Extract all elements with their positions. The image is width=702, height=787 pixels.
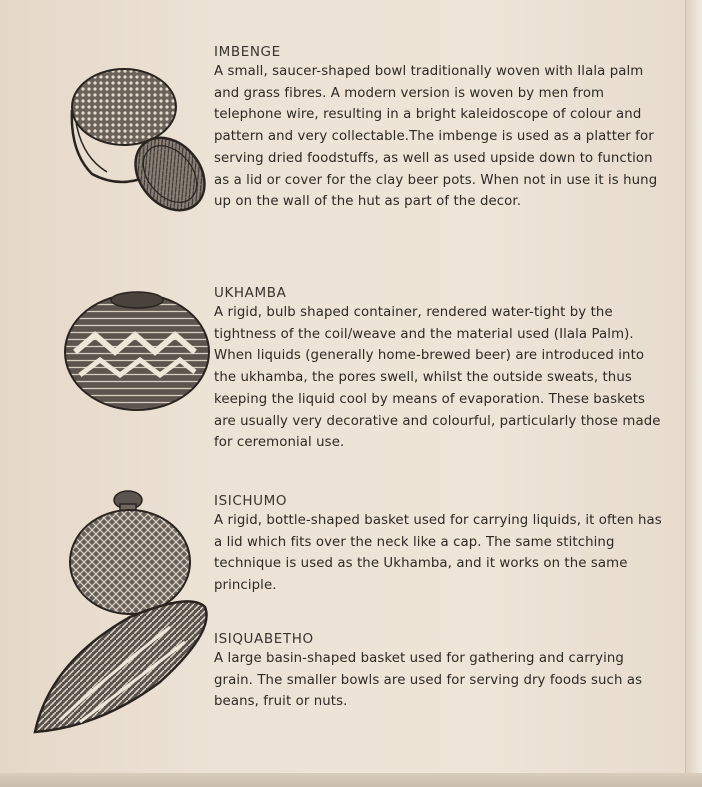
section-description: A small, saucer-shaped bowl traditionally woven with Ilala palm and grass fibres. A modern version is woven by men from telephone wire, resulting in a bright kaleidoscope of colour and pattern and very collectable.The imbenge is used as a platter for serving dried foodstuffs, as well as used upside down to function as a lid or cover for the clay beer pots. When not in use it is hung up on the wall of the hut as part of the decor. xyxy=(214,64,658,210)
section-title: UKHAMBA xyxy=(214,285,287,301)
imbenge-illustration xyxy=(62,62,212,222)
section-ukhamba xyxy=(214,284,664,454)
section-description: A large basin-shaped basket used for gathering and carrying grain. The smaller bowls are used for serving dry foods such as beans, fruit or nuts. xyxy=(214,651,643,710)
ukhamba-illustration xyxy=(55,280,215,420)
section-title: ISICHUMO xyxy=(214,493,288,509)
page-edge xyxy=(685,0,702,787)
section-description: A rigid, bottle-shaped basket used for carrying liquids, it often has a lid which fits over the neck like a cap. The same stitching technique is used as the Ukhamba, and it works on the same principle. xyxy=(214,513,662,594)
section-isiquabetho xyxy=(214,630,664,713)
section-title: ISIQUABETHO xyxy=(214,631,314,647)
section-description: A rigid, bulb shaped container, rendered water-tight by the tightness of the coil/weave and the material used (Ilala Palm). When liquids (generally home-brewed beer) are introduced into the ukhamba, the pores swell, whilst the outside sweats, thus keeping the liquid cool by means of evaporation. These baskets are usually very decorative and colourful, particularly those made for ceremonial use. xyxy=(214,305,661,451)
section-title: IMBENGE xyxy=(214,44,281,60)
section-imbenge xyxy=(214,43,664,213)
isiquabetho-illustration xyxy=(20,592,220,742)
section-isichumo xyxy=(214,492,664,597)
page-bottom-edge xyxy=(0,773,702,787)
